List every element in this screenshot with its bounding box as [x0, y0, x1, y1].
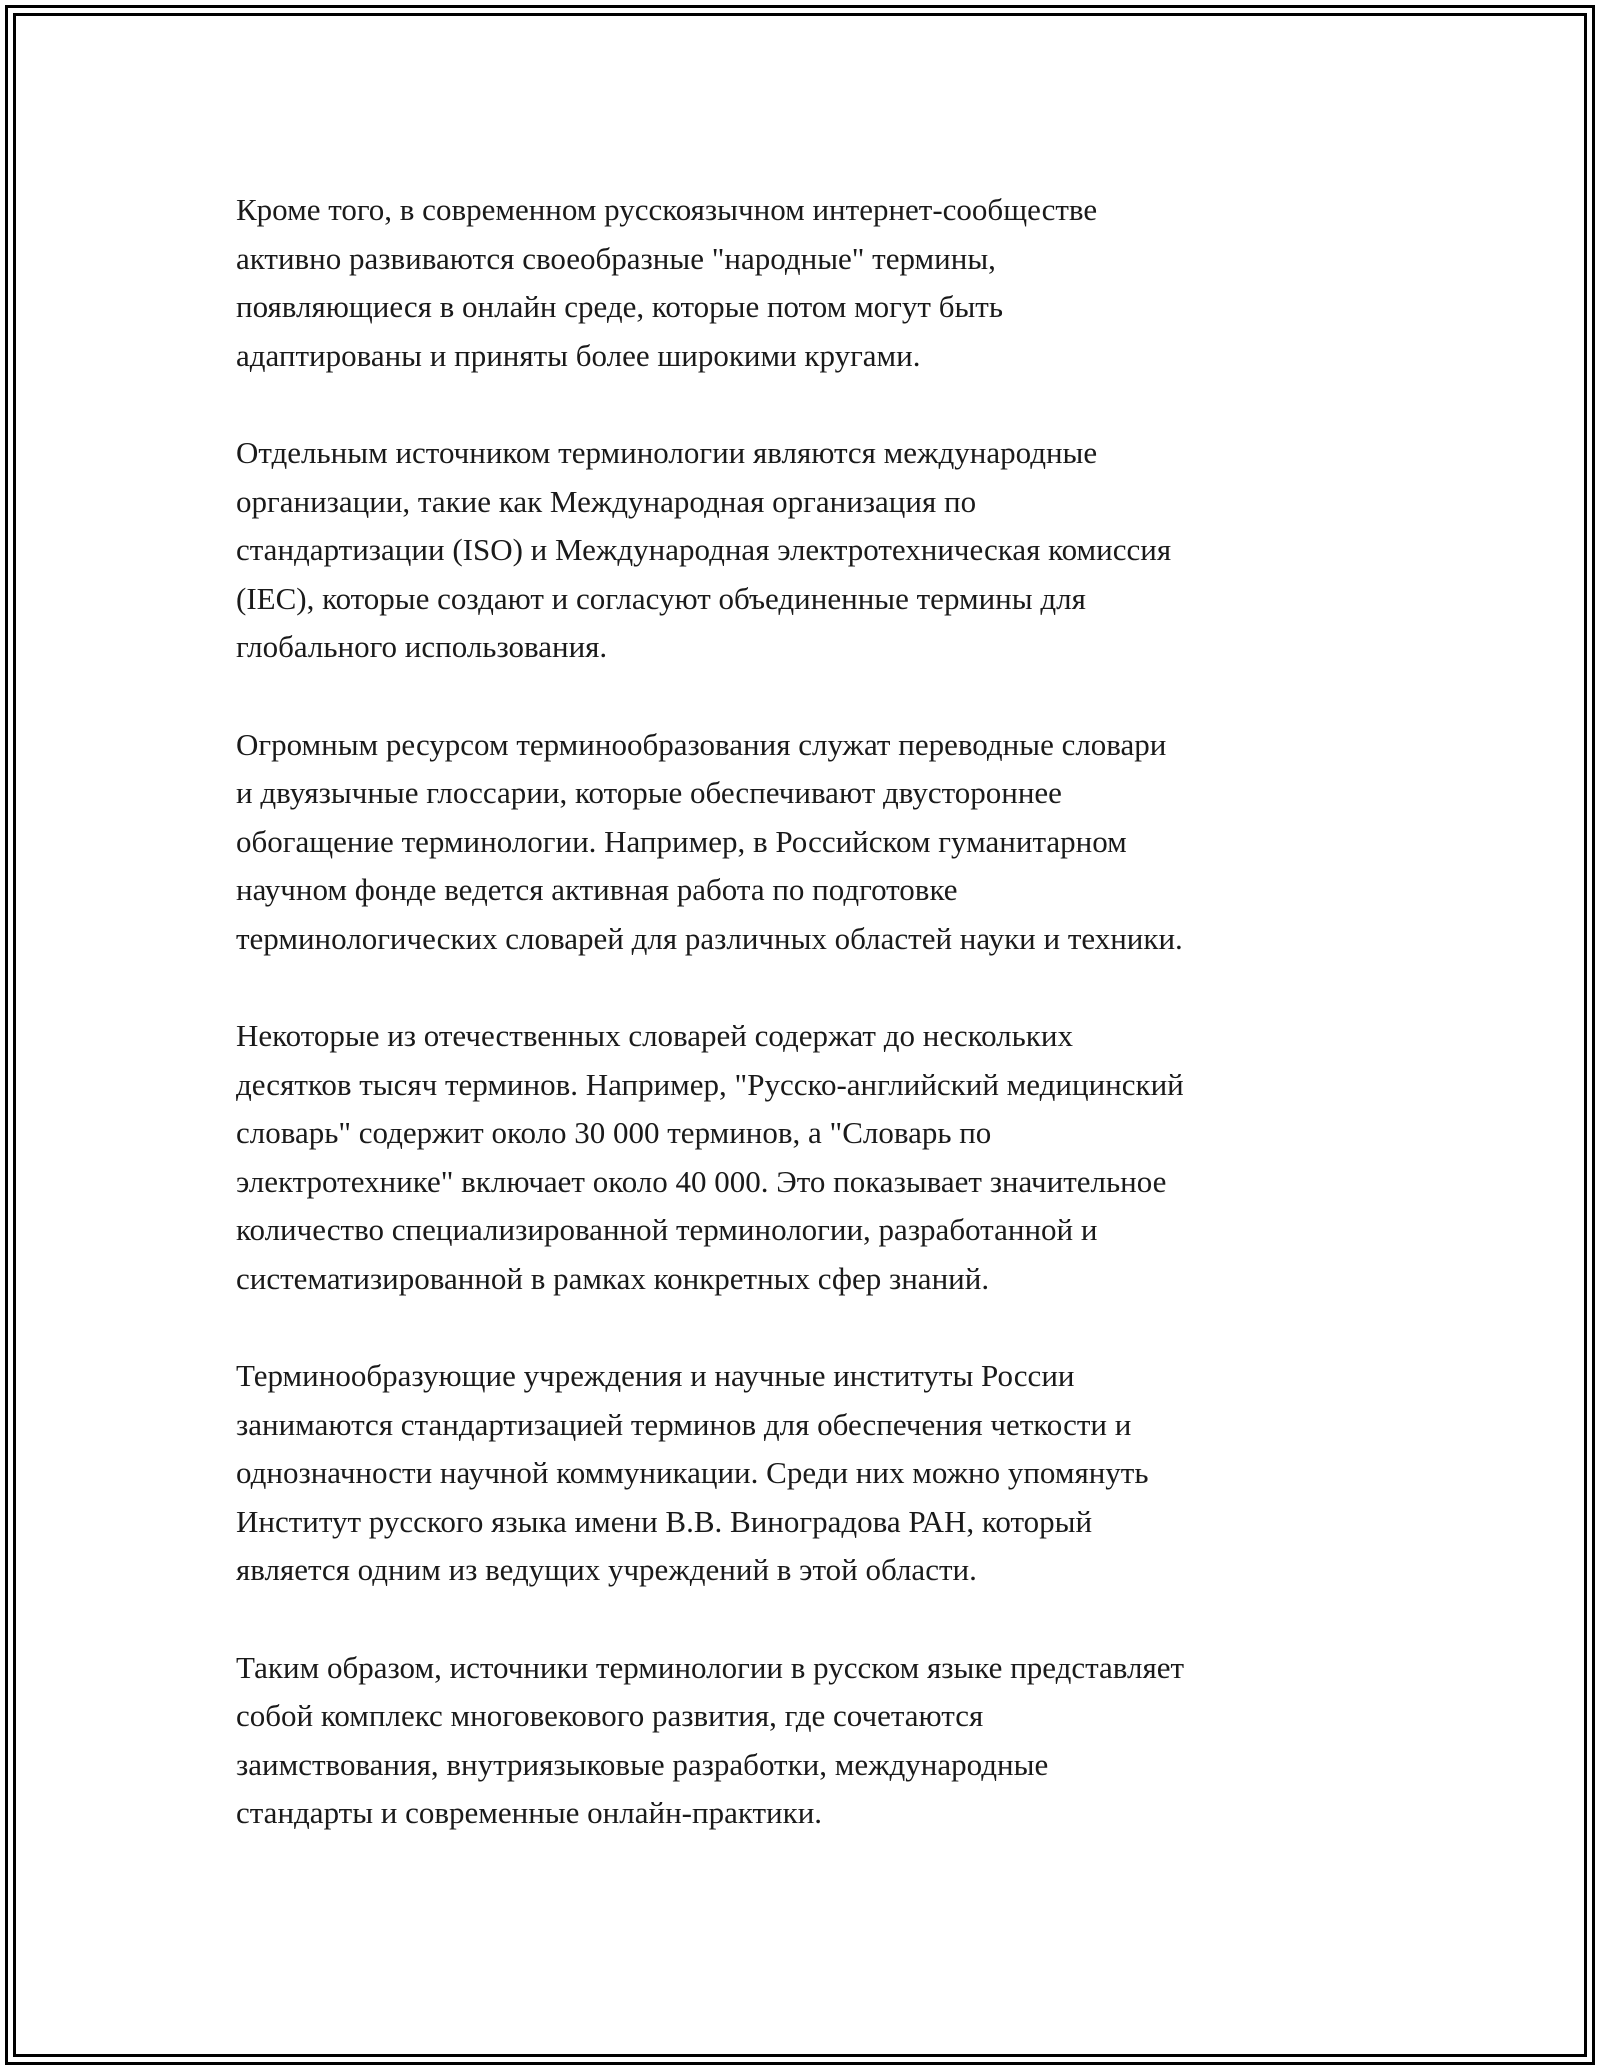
- paragraph-domestic-dictionaries: Некоторые из отечественных словарей содержат до нескольких десятков тысяч терминов. Например, "Русско-английский медицинский словарь" содержит около 30 000 терминов, а "Словарь по электротехнике" включает около 40 000. Это показывает значительное количество специализированной терминологии, разработанной и систематизированной в рамках конкретных сфер знаний.: [236, 1018, 1184, 1296]
- paragraph-conclusion: Таким образом, источники терминологии в русском языке представляет собой комплекс многовекового развития, где сочетаются заимствования, внутриязыковые разработки, международные стандарты и современные онлайн-практики.: [236, 1649, 1185, 1830]
- paragraph-translation-dictionaries: Огромным ресурсом терминообразования служат переводные словари и двуязычные глоссарии, которые обеспечивают двустороннее обогащение терминологии. Например, в Российском гуманитарном научном фонде ведется активная работа по подготовке терминологических словарей для различных областей науки и техники.: [236, 726, 1183, 956]
- paragraph-institutions: Терминообразующие учреждения и научные институты России занимаются стандартизацией терминов для обеспечения четкости и однозначности научной коммуникации. Среди них можно упомянуть Институт русского языка имени В.В. Виноградова РАН, который является одним из ведущих учреждений в этой области.: [236, 1358, 1149, 1587]
- document-body: [236, 186, 1376, 1887]
- paragraph-international-organizations: Отдельным источником терминологии являются международные организации, такие как Международная организация по стандартизации (ISO) и Международная электротехническая комиссия (IEC), которые создают и согласуют объединенные термины для глобального использования.: [236, 435, 1172, 664]
- paragraph-internet-terms: Кроме того, в современном русскоязычном интернет-сообществе активно развиваются своеобразные "народные" термины, появляющиеся в онлайн среде, которые потом могут быть адаптированы и приняты более широкими кругами.: [236, 192, 1098, 373]
